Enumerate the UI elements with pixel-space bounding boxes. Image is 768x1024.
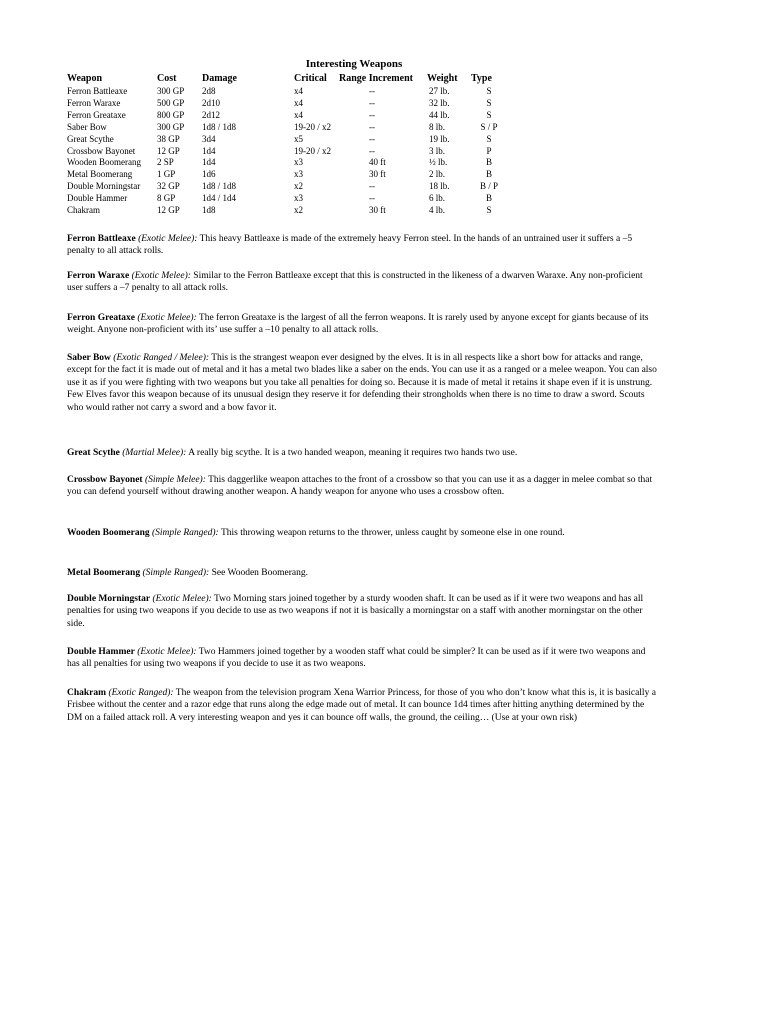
weapon-description [67, 447, 657, 459]
cost-cell: 300 GP [157, 121, 185, 132]
damage-cell: 1d8 / 1d8 [202, 181, 237, 192]
weapon-description [67, 312, 657, 337]
critical-cell: x2 [294, 181, 303, 192]
table-row [67, 157, 507, 169]
damage-cell: 1d6 [202, 169, 216, 180]
critical-cell: x3 [294, 193, 303, 204]
cost-cell: 1 GP [157, 169, 176, 180]
table-row [67, 110, 507, 122]
weapon-description [67, 270, 657, 295]
weapon-class: (Exotic Ranged / Melee): [113, 353, 210, 363]
type-cell: S [486, 86, 492, 96]
weapon-description [67, 352, 657, 414]
range-cell: -- [369, 121, 375, 132]
cost-cell: 500 GP [157, 97, 185, 108]
weight-cell: ½ lb. [429, 157, 448, 168]
critical-cell: x3 [294, 157, 303, 168]
header-cost: Cost [157, 73, 177, 84]
type-cell: S [486, 97, 492, 108]
critical-cell: x2 [294, 205, 303, 216]
weapon-cell: Crossbow Bayonet [67, 145, 136, 156]
weapon-name: Double Hammer [67, 647, 135, 657]
weapon-text: See Wooden Boomerang. [209, 568, 308, 578]
range-cell: -- [369, 145, 375, 156]
weapon-name: Ferron Greataxe [67, 313, 135, 323]
weapon-text: This daggerlike weapon attaches to the front of a crossbow so that you can use it as a dagger in melee combat so that you can defend yourself without drawing another weapon. A handy weapon for anyone who uses a crossbow often. [67, 475, 653, 498]
weapon-class: (Simple Ranged): [151, 528, 219, 538]
weapons-table [67, 72, 507, 217]
table-row [67, 98, 507, 110]
critical-cell: x4 [294, 97, 303, 108]
header-damage: Damage [202, 73, 237, 84]
cost-cell: 12 GP [157, 145, 180, 156]
weapon-description [67, 474, 657, 499]
cost-cell: 8 GP [157, 193, 176, 204]
header-critical: Critical [294, 73, 327, 84]
weapon-name: Ferron Battleaxe [67, 234, 136, 244]
weight-cell: 32 lb. [429, 97, 450, 108]
weapon-name: Crossbow Bayonet [67, 475, 143, 485]
table-row [67, 146, 507, 158]
weapon-description [67, 593, 657, 630]
weapon-description [67, 687, 657, 724]
page-title: Interesting Weapons [305, 58, 403, 70]
type-cell: B [485, 169, 492, 180]
damage-cell: 2d8 [202, 86, 216, 96]
weapon-text: This throwing weapon returns to the thrower, unless caught by someone else in one round. [218, 528, 565, 538]
table-row [67, 86, 507, 98]
table-row [67, 181, 507, 193]
header-weapon: Weapon [67, 73, 103, 84]
weight-cell: 27 lb. [429, 86, 450, 96]
table-row [67, 122, 507, 134]
type-cell: S [486, 205, 492, 216]
weapon-cell: Metal Boomerang [67, 169, 133, 180]
header-weight: Weight [427, 73, 458, 84]
range-cell: -- [369, 97, 375, 108]
range-cell: 30 ft [369, 169, 386, 180]
type-cell: S / P [480, 121, 498, 132]
header-type: Type [471, 73, 492, 84]
weapon-name: Chakram [67, 688, 107, 698]
weapon-description [67, 646, 657, 671]
weight-cell: 4 lb. [429, 205, 446, 216]
weapon-class: (Exotic Melee): [137, 313, 197, 323]
weapon-text: This is the strangest weapon ever designed by the elves. It is in all respects like a short bow for attacks and range, except for the fact it is made out of metal and it has a metal two blades like a saber on the ends. You can use it as a ranged or a melee weapon. You can also use it as if you were fighting with two weapons but you take all penalties for doing so. Because it is made of metal it retains it shape even if it is unstrung. Few Elves favor this weapon because of its unusual design they reserve it for defending their strongholds when there is no time to draw a sword. Scouts who would rather not carry a sword and a bow favor it. [67, 353, 657, 413]
damage-cell: 1d4 / 1d4 [202, 193, 237, 204]
weapon-text: Similar to the Ferron Battleaxe except that this is constructed in the likeness of a dwarven Waraxe. Any non-proficient user suffers a –7 penalty to all attack rolls. [67, 271, 643, 294]
table-row [67, 193, 507, 205]
type-cell: B / P [479, 181, 498, 192]
damage-cell: 1d8 / 1d8 [202, 121, 237, 132]
critical-cell: 19-20 / x2 [294, 121, 331, 132]
header-range-increment: Range Increment [339, 73, 413, 84]
weapon-class: (Exotic Ranged): [108, 688, 174, 698]
cost-cell: 300 GP [157, 86, 185, 96]
weapon-cell: Ferron Battleaxe [67, 86, 128, 96]
weight-cell: 44 lb. [429, 109, 450, 120]
table-row [67, 169, 507, 181]
weapon-name: Saber Bow [67, 353, 111, 363]
type-cell: B [485, 157, 492, 168]
weight-cell: 6 lb. [429, 193, 446, 204]
damage-cell: 2d10 [202, 97, 220, 108]
weapon-cell: Double Hammer [67, 193, 128, 204]
range-cell: 40 ft [369, 157, 386, 168]
range-cell: -- [369, 181, 375, 192]
weapon-text: A really big scythe. It is a two handed weapon, meaning it requires two hands two use. [186, 448, 518, 458]
weapon-cell: Wooden Boomerang [67, 157, 142, 168]
weapon-class: (Exotic Melee): [152, 594, 212, 604]
table-header-row [67, 72, 507, 86]
weight-cell: 3 lb. [429, 145, 446, 156]
weapon-cell: Chakram [67, 205, 100, 216]
weight-cell: 8 lb. [429, 121, 446, 132]
weapon-class: (Exotic Melee): [137, 647, 197, 657]
critical-cell: x4 [294, 86, 303, 96]
cost-cell: 38 GP [157, 133, 180, 144]
cost-cell: 800 GP [157, 109, 185, 120]
range-cell: 30 ft [369, 205, 386, 216]
damage-cell: 1d8 [202, 205, 216, 216]
weapon-name: Double Morningstar [67, 594, 151, 604]
weight-cell: 19 lb. [429, 133, 450, 144]
weapon-cell: Ferron Greataxe [67, 109, 126, 120]
weapon-description [67, 567, 657, 579]
type-cell: S [486, 109, 492, 120]
cost-cell: 12 GP [157, 205, 180, 216]
table-row [67, 134, 507, 146]
weapon-class: (Exotic Melee): [131, 271, 191, 281]
range-cell: -- [369, 86, 375, 96]
damage-cell: 2d12 [202, 109, 220, 120]
table-row [67, 205, 507, 217]
critical-cell: x3 [294, 169, 303, 180]
weapon-cell: Great Scythe [67, 133, 114, 144]
critical-cell: 19-20 / x2 [294, 145, 331, 156]
weapon-cell: Saber Bow [67, 121, 107, 132]
weapon-description [67, 233, 657, 258]
range-cell: -- [369, 109, 375, 120]
damage-cell: 3d4 [202, 133, 216, 144]
weapon-description [67, 527, 657, 539]
type-cell: S [486, 133, 492, 144]
range-cell: -- [369, 193, 375, 204]
range-cell: -- [369, 133, 375, 144]
type-cell: B [485, 193, 492, 204]
cost-cell: 32 GP [157, 181, 180, 192]
weapon-text: Two Hammers joined together by a wooden staff what could be simpler? It can be used as if it were two weapons and has all penalties for using two weapons if you decide to use it as two weapons. [67, 647, 646, 670]
weapon-text: Two Morning stars joined together by a sturdy wooden shaft. It can be used as if it were two weapons and has all penalties for using two weapons if you decide to use as two weapons if not it is basically a morningstar on a staff with another morningstar on the other side. [67, 594, 644, 629]
weapon-class: (Simple Melee): [144, 475, 206, 485]
critical-cell: x4 [294, 109, 303, 120]
cost-cell: 2 SP [157, 157, 174, 168]
weapon-name: Wooden Boomerang [67, 528, 150, 538]
critical-cell: x5 [294, 133, 303, 144]
weapon-text: The weapon from the television program Xena Warrior Princess, for those of you who don’t know what this is, it is basically a Frisbee without the center and a razor edge that runs along the edge made out of metal. It can bounce 1d4 times after hitting anything determined by the DM on a failed attack roll. A very interesting weapon and yes it can bounce off walls, the ground, the ceiling… (Use at your own risk) [67, 688, 656, 723]
weapon-class: (Exotic Melee): [138, 234, 198, 244]
weight-cell: 2 lb. [429, 169, 446, 180]
weapon-text: This heavy Battleaxe is made of the extremely heavy Ferron steel. In the hands of an untrained user it suffers a –5 penalty to all attack rolls. [67, 234, 633, 257]
weight-cell: 18 lb. [429, 181, 450, 192]
weapon-name: Metal Boomerang [67, 568, 141, 578]
weapon-cell: Ferron Waraxe [67, 97, 121, 108]
weapon-name: Ferron Waraxe [67, 271, 130, 281]
weapon-class: (Simple Ranged): [142, 568, 210, 578]
weapon-text: The ferron Greataxe is the largest of all the ferron weapons. It is rarely used by anyone except for giants because of its weight. Anyone non-proficient with its’ use suffer a –10 penalty to all attack rolls. [67, 313, 649, 336]
damage-cell: 1d4 [202, 157, 216, 168]
weapon-name: Great Scythe [67, 448, 120, 458]
weapon-class: (Martial Melee): [122, 448, 187, 458]
damage-cell: 1d4 [202, 145, 216, 156]
weapon-cell: Double Morningstar [67, 181, 141, 192]
type-cell: P [486, 145, 492, 156]
